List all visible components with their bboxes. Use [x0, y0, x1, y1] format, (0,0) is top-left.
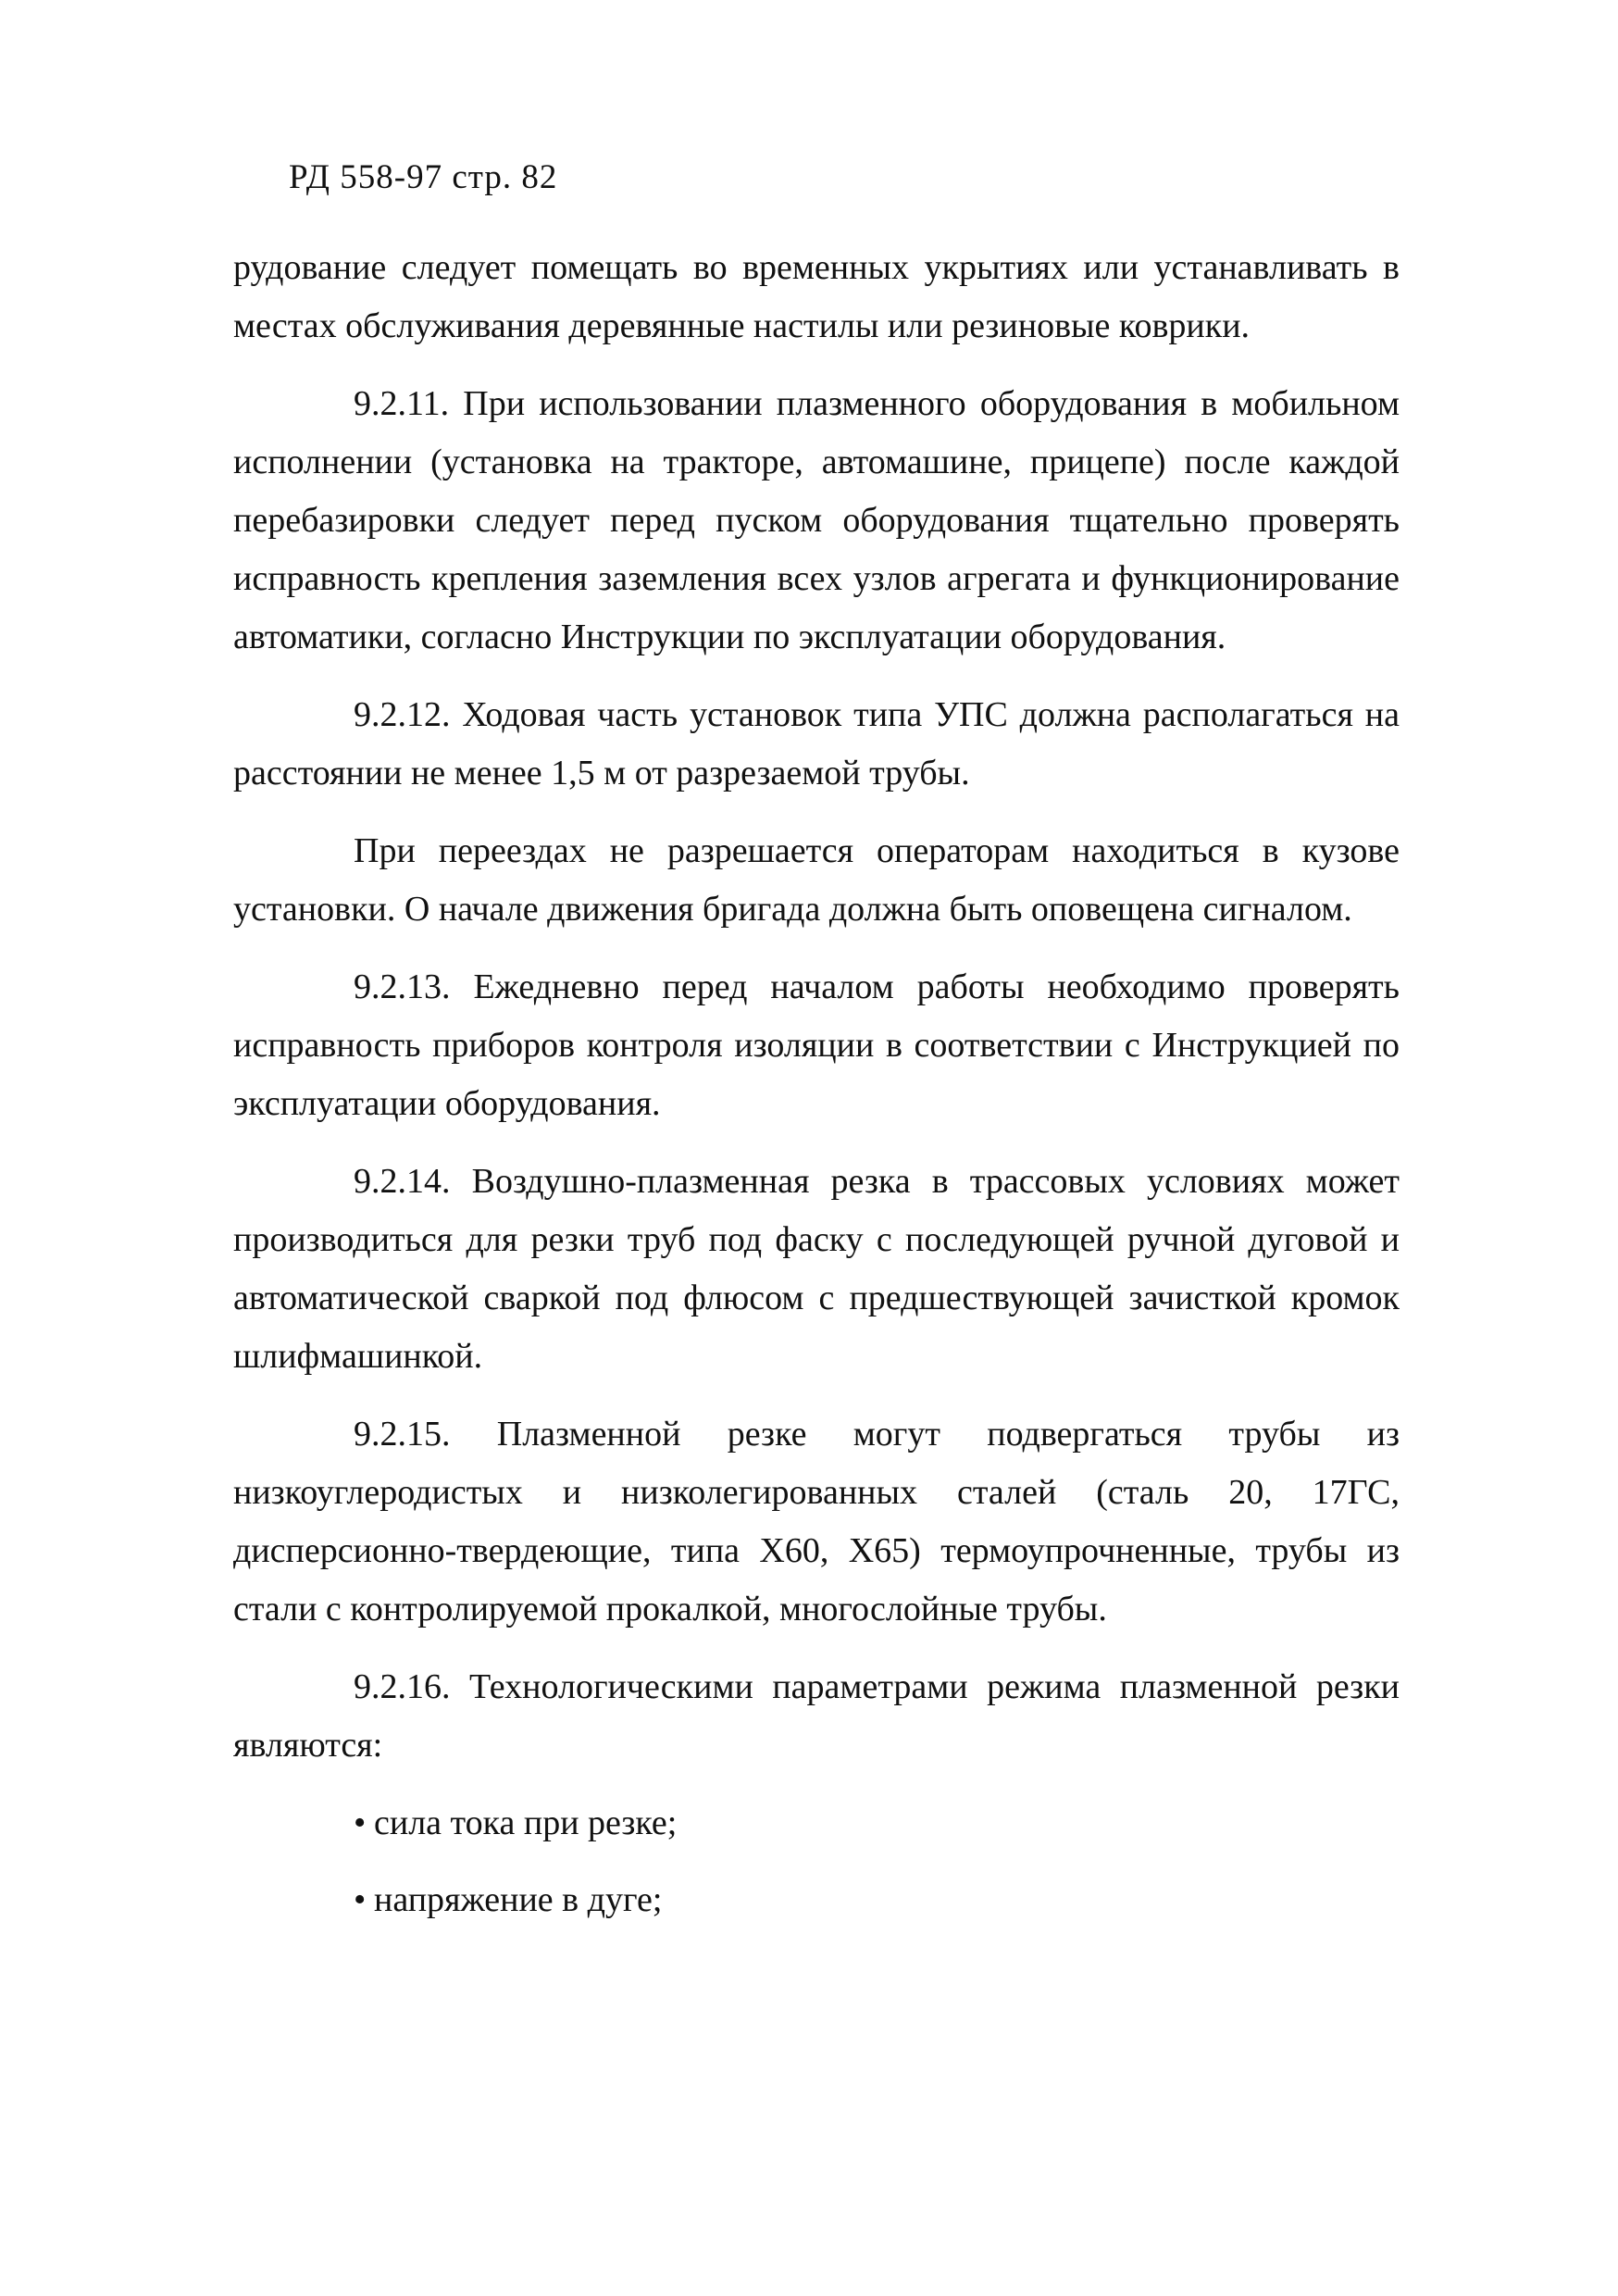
paragraph-9-2-15: 9.2.15. Плазменной резке могут подвергаться трубы из низкоуглеродистых и низколегированных сталей (сталь 20, 17ГС, дисперсионно-твердеющие, типа Х60, Х65) термоупрочненные, трубы из стали с контролируемой прокалкой, многослойные трубы.: [233, 1415, 1400, 1628]
running-header: РД 558-97 стр. 82: [289, 158, 558, 196]
paragraph-9-2-16: 9.2.16. Технологическими параметрами режима плазменной резки являются:: [233, 1667, 1400, 1765]
list-item-text: сила тока при резке;: [374, 1803, 678, 1842]
bullet-icon: •: [354, 1880, 367, 1919]
paragraph-9-2-11: 9.2.11. При использовании плазменного оборудования в мобильном исполнении (установка на тракторе, автомашине, прицепе) после каждой перебазировки следует перед пуском оборудования тщательно проверять исправность крепления заземления всех узлов агрегата и функционирование автоматики, согласно Инструкции по эксплуатации оборудования.: [233, 384, 1400, 656]
body-text: [233, 239, 1400, 1948]
paragraph-9-2-13: 9.2.13. Ежедневно перед началом работы необходимо проверять исправность приборов контроля изоляции в соответствии с Инструкцией по эксплуатации оборудования.: [233, 967, 1400, 1123]
paragraph-relocation: При переездах не разрешается операторам находиться в кузове установки. О начале движения бригада должна быть оповещена сигналом.: [233, 831, 1400, 929]
paragraph-9-2-14: 9.2.14. Воздушно-плазменная резка в трассовых условиях может производиться для резки труб под фаску с последующей ручной дуговой и автоматической сваркой под флюсом с предшествующей зачисткой кромок шлифмашинкой.: [233, 1162, 1400, 1376]
paragraph-9-2-12: 9.2.12. Ходовая часть установок типа УПС должна располагаться на расстоянии не менее 1,5 м от разрезаемой трубы.: [233, 695, 1400, 792]
list-item: [354, 1871, 1400, 1929]
bullet-icon: •: [354, 1803, 367, 1842]
list-item: [354, 1794, 1400, 1853]
paragraph-continuation: рудование следует помещать во временных укрытиях или устанавливать в местах обслуживания деревянные настилы или резиновые коврики.: [233, 248, 1400, 345]
parameter-list: [233, 1794, 1400, 1929]
list-item-text: напряжение в дуге;: [374, 1880, 663, 1919]
